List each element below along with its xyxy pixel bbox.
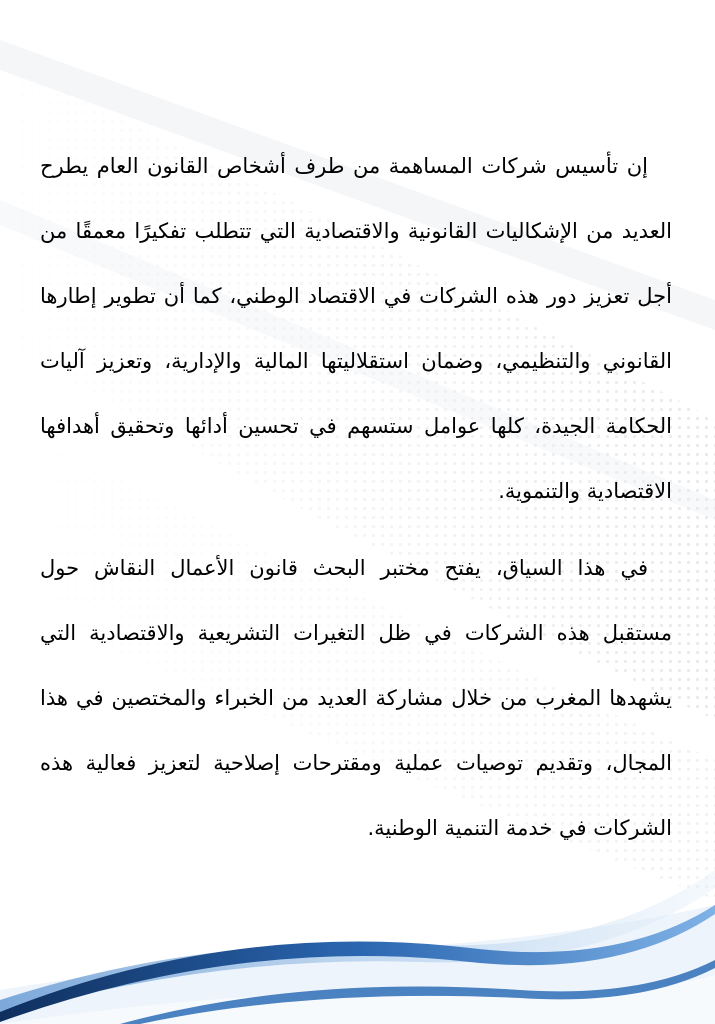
paragraph-2: في هذا السياق، يفتح مختبر البحث قانون الأعمال النقاش حول مستقبل هذه الشركات في ظل التغيرات التشريعية والاقتصادية التي يشهدها المغرب من خلال مشاركة العديد من الخبراء والمختصين في هذا المجال، وتقديم توصيات عملية ومقترحات إصلاحية لتعزيز فعالية هذه الشركات في خدمة التنمية الوطنية. — [40, 556, 672, 840]
paragraph-1: إن تأسيس شركات المساهمة من طرف أشخاص القانون العام يطرح العديد من الإشكاليات القانونية والاقتصادية التي تتطلب تفكيرًا معمقًا من أجل تعزيز دور هذه الشركات في الاقتصاد الوطني، كما أن تطوير إطارها القانوني والتنظيمي، وضمان استقلاليتها المالية والإدارية، وتعزيز آليات الحكامة الجيدة، كلها عوامل ستسهم في تحسين أدائها وتحقيق أهدافها الاقتصادية والتنموية. — [40, 154, 672, 503]
body-text — [40, 134, 672, 861]
